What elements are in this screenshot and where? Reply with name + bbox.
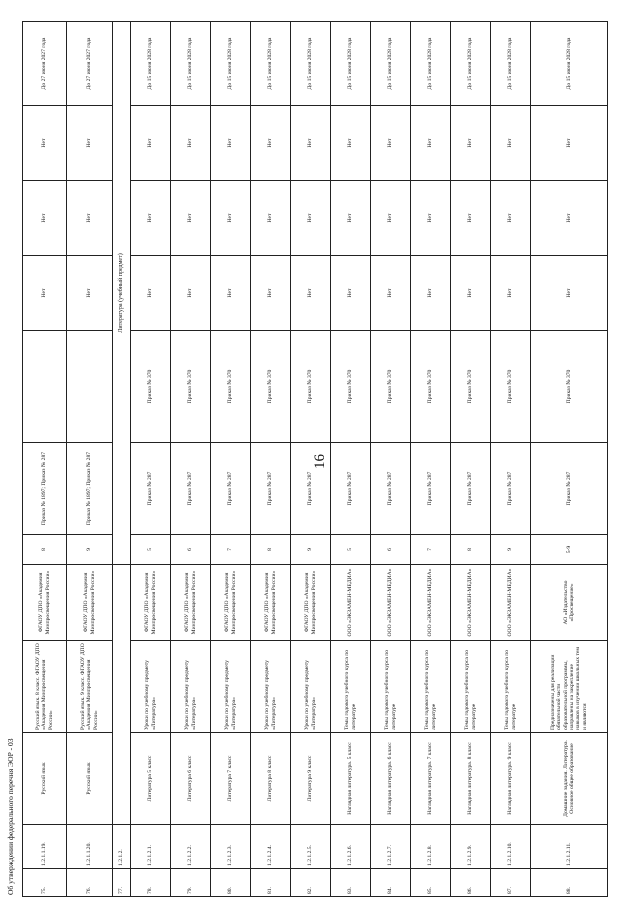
table-cell: Приказ № 287	[211, 443, 251, 535]
table-cell: 76.	[67, 869, 113, 897]
table-cell: ФГАОУ ДПО «Академия Минпросвещения России»	[131, 565, 171, 641]
table-cell: Приказ № 287	[131, 443, 171, 535]
table-cell: Приказ № 370	[331, 331, 371, 443]
table-cell: Нет	[451, 181, 491, 256]
section-row	[113, 22, 131, 897]
table-cell: Темы годового учебного курса по литературе	[371, 641, 411, 733]
table-cell: Приказ № 370	[371, 331, 411, 443]
table-cell: Приказ № 287	[171, 443, 211, 535]
table-cell: Наглядная литература. 9 класс	[491, 733, 531, 825]
table-cell: 7	[211, 535, 251, 565]
table-cell: ФГАОУ ДПО «Академия Минпросвещения России»	[291, 565, 331, 641]
table-cell: 1.2.1.2.8.	[411, 825, 451, 869]
table-cell: 86.	[451, 869, 491, 897]
table-cell: 81.	[251, 869, 291, 897]
table-cell: Нет	[211, 106, 251, 181]
table-cell: До 15 июня 2028 года	[451, 22, 491, 106]
table-cell: Приказ № 370	[211, 331, 251, 443]
table-cell: До 15 июня 2028 года	[211, 22, 251, 106]
table-cell: АО «Издательство «Просвещение»	[531, 565, 608, 641]
table-cell: Наглядная литература. 7 класс	[411, 733, 451, 825]
table-cell: Нет	[331, 256, 371, 331]
table-cell: Литература 6 класс	[171, 733, 211, 825]
table-cell: Приказ № 370	[531, 331, 608, 443]
table-cell: Уроки по учебному предмету «Литература»	[131, 641, 171, 733]
table-cell: 1.2.1.2.5.	[291, 825, 331, 869]
table-cell: Нет	[251, 106, 291, 181]
table-row	[291, 22, 331, 897]
table-cell: Нет	[371, 256, 411, 331]
table-cell: До 15 июня 2028 года	[491, 22, 531, 106]
table-row	[67, 22, 113, 897]
table-row	[131, 22, 171, 897]
table-cell: Приказ № 370	[411, 331, 451, 443]
table-cell: Нет	[331, 106, 371, 181]
table-cell: Нет	[251, 181, 291, 256]
table-cell: 8	[451, 535, 491, 565]
table-row	[531, 22, 608, 897]
table-row	[491, 22, 531, 897]
table-cell: Приказ № 287	[451, 443, 491, 535]
table-cell: Нет	[67, 256, 113, 331]
table-cell: Приказ № 287	[371, 443, 411, 535]
table-cell: Литература (учебный предмет)	[113, 22, 131, 565]
table-cell: До 15 июня 2028 года	[331, 22, 371, 106]
table-cell: Нет	[67, 181, 113, 256]
table-cell: Нет	[331, 181, 371, 256]
table-cell: Нет	[491, 106, 531, 181]
table-cell: Литература 9 класс	[291, 733, 331, 825]
table-cell: Приказ № 370	[131, 331, 171, 443]
table-cell: Нет	[531, 106, 608, 181]
table-cell: До 27 июня 2027 года	[67, 22, 113, 106]
table-cell: Нет	[371, 106, 411, 181]
table-cell: 1.2.1.2.3.	[211, 825, 251, 869]
table-cell: Приказ № 370	[491, 331, 531, 443]
table-cell: Уроки по учебному предмету «Литература»	[291, 641, 331, 733]
table-cell: 82.	[291, 869, 331, 897]
table-cell: Нет	[131, 181, 171, 256]
table-cell: До 15 июня 2028 года	[531, 22, 608, 106]
table-cell: Нет	[291, 106, 331, 181]
table-cell: Приказ № 287	[331, 443, 371, 535]
table-cell: До 15 июня 2028 года	[291, 22, 331, 106]
table-cell: Приказ № 1897; Приказ № 287	[23, 443, 67, 535]
table-cell: Приказ № 287	[251, 443, 291, 535]
table-cell: До 15 июня 2028 года	[411, 22, 451, 106]
table-cell: Литература 5 класс	[131, 733, 171, 825]
table-cell: Домашние задания. Литература. Основное общее образование	[531, 733, 608, 825]
table-cell: Нет	[451, 256, 491, 331]
table-cell	[67, 331, 113, 443]
table-cell: 77.	[113, 869, 131, 897]
table-cell: Уроки по учебному предмету «Литература»	[211, 641, 251, 733]
table-cell: Нет	[23, 181, 67, 256]
table-row	[331, 22, 371, 897]
table-cell: Приказ № 370	[171, 331, 211, 443]
rotated-table-wrapper	[22, 22, 597, 897]
table-cell: 1.2.1.2.2.	[171, 825, 211, 869]
resources-table	[22, 21, 608, 897]
table-cell: Приказ № 287	[491, 443, 531, 535]
table-cell: ООО «ЭКЗАМЕН-МЕДИА»	[331, 565, 371, 641]
table-cell: 8	[251, 535, 291, 565]
table-cell: Нет	[131, 106, 171, 181]
table-cell: 5	[131, 535, 171, 565]
table-row	[211, 22, 251, 897]
table-cell: Нет	[491, 256, 531, 331]
table-cell: Приказ № 287	[291, 443, 331, 535]
table-cell: Нет	[411, 181, 451, 256]
table-cell: 80.	[211, 869, 251, 897]
table-cell: Нет	[211, 256, 251, 331]
table-cell: 87.	[491, 869, 531, 897]
table-cell: Русский язык	[23, 733, 67, 825]
table-cell: Нет	[171, 181, 211, 256]
page-number: 16	[311, 454, 328, 469]
table-cell: 1.2.1.2.6.	[331, 825, 371, 869]
table-cell: Нет	[531, 256, 608, 331]
table-cell: До 15 июня 2028 года	[171, 22, 211, 106]
table-cell: 79.	[171, 869, 211, 897]
table-cell: Наглядная литература. 8 класс	[451, 733, 491, 825]
table-cell: Темы годового учебного курса по литературе	[491, 641, 531, 733]
table-cell: 5-9	[531, 535, 608, 565]
table-cell: Нет	[531, 181, 608, 256]
table-cell: До 15 июня 2028 года	[251, 22, 291, 106]
table-row	[371, 22, 411, 897]
table-row	[251, 22, 291, 897]
table-cell: 6	[171, 535, 211, 565]
table-cell: 1.2.1.2.4.	[251, 825, 291, 869]
table-cell: Уроки по учебному предмету «Литература»	[251, 641, 291, 733]
table-cell: 1.2.1.2.9.	[451, 825, 491, 869]
table-cell: 1.2.1.1.20.	[67, 825, 113, 869]
table-cell: Нет	[171, 256, 211, 331]
table-cell: Нет	[23, 106, 67, 181]
table-cell: 1.2.1.2.	[113, 825, 131, 869]
table-cell: 1.2.1.2.11.	[531, 825, 608, 869]
table-cell: 1.2.1.2.10.	[491, 825, 531, 869]
table-cell: 85.	[411, 869, 451, 897]
table-cell: Нет	[23, 256, 67, 331]
table-cell: 75.	[23, 869, 67, 897]
table-cell: Темы годового учебного курса по литературе	[411, 641, 451, 733]
table-cell: Приказ № 370	[291, 331, 331, 443]
table-cell: Нет	[171, 106, 211, 181]
table-cell: Темы годового учебного курса по литературе	[331, 641, 371, 733]
table-cell: Нет	[291, 256, 331, 331]
table-cell: Нет	[411, 106, 451, 181]
footnote: Об утверждении федерального перечня ЭОР - 03	[6, 738, 15, 895]
table-cell: 8	[23, 535, 67, 565]
table-cell: 6	[371, 535, 411, 565]
table-cell: Нет	[211, 181, 251, 256]
table-cell: Нет	[491, 181, 531, 256]
table-cell: До 15 июня 2028 года	[371, 22, 411, 106]
table-cell: 5	[331, 535, 371, 565]
table-cell: ФГАОУ ДПО «Академия Минпросвещения России»	[251, 565, 291, 641]
table-cell: Нет	[371, 181, 411, 256]
table-cell: Нет	[291, 181, 331, 256]
table-cell: Нет	[131, 256, 171, 331]
table-cell: ООО «ЭКЗАМЕН-МЕДИА»	[491, 565, 531, 641]
table-cell: Нет	[411, 256, 451, 331]
table-cell: Темы годового учебного курса по литературе	[451, 641, 491, 733]
table-cell: ФГАОУ ДПО «Академия Минпросвещения России»	[211, 565, 251, 641]
table-cell: ООО «ЭКЗАМЕН-МЕДИА»	[371, 565, 411, 641]
table-cell: Предназначены для реализации обязательной части образовательной программы, направлены на закрепление навыков в изучении школьных тем и являются	[531, 641, 608, 733]
table-cell: 78.	[131, 869, 171, 897]
table-cell: 88.	[531, 869, 608, 897]
table-cell: 1.2.1.2.7.	[371, 825, 411, 869]
table-cell: Литература 8 класс	[251, 733, 291, 825]
table-cell: Приказ № 370	[251, 331, 291, 443]
table-cell: 1.2.1.2.1.	[131, 825, 171, 869]
table-cell: 7	[411, 535, 451, 565]
table-cell: ООО «ЭКЗАМЕН-МЕДИА»	[451, 565, 491, 641]
table-cell: Нет	[67, 106, 113, 181]
table-cell: Русский язык. 9 класс. ФГАОУ ДПО «Академия Минпросвещения России»	[67, 641, 113, 733]
table-cell: Приказ № 370	[451, 331, 491, 443]
table-cell: 1.2.1.1.19.	[23, 825, 67, 869]
table-row	[451, 22, 491, 897]
table-cell: До 27 июня 2027 года	[23, 22, 67, 106]
table-cell: Наглядная литература. 6 класс	[371, 733, 411, 825]
table-cell: Наглядная литература. 5 класс	[331, 733, 371, 825]
table-row	[411, 22, 451, 897]
table-cell: Приказ № 1897; Приказ № 287	[67, 443, 113, 535]
table-cell: Русский язык. 8 класс. ФГАОУ ДПО «Академия Минпросвещения России»	[23, 641, 67, 733]
table-cell: До 15 июня 2028 года	[131, 22, 171, 106]
table-cell: ФГАОУ ДПО «Академия Минпросвещения России»	[23, 565, 67, 641]
table-cell: Нет	[451, 106, 491, 181]
table-cell: 83.	[331, 869, 371, 897]
table-cell	[113, 565, 131, 825]
table-cell: Нет	[251, 256, 291, 331]
table-cell: Уроки по учебному предмету «Литература»	[171, 641, 211, 733]
table-cell: 84.	[371, 869, 411, 897]
table-cell: ООО «ЭКЗАМЕН-МЕДИА»	[411, 565, 451, 641]
table-cell: 9	[491, 535, 531, 565]
table-cell: 9	[67, 535, 113, 565]
table-cell: Русский язык	[67, 733, 113, 825]
table-cell: 9	[291, 535, 331, 565]
table-row	[171, 22, 211, 897]
table-row	[23, 22, 67, 897]
table-cell	[23, 331, 67, 443]
table-cell: Приказ № 287	[411, 443, 451, 535]
table-cell: Литература 7 класс	[211, 733, 251, 825]
table-cell: Приказ № 287	[531, 443, 608, 535]
table-cell: ФГАОУ ДПО «Академия Минпросвещения России»	[171, 565, 211, 641]
table-cell: ФГАОУ ДПО «Академия Минпросвещения России»	[67, 565, 113, 641]
